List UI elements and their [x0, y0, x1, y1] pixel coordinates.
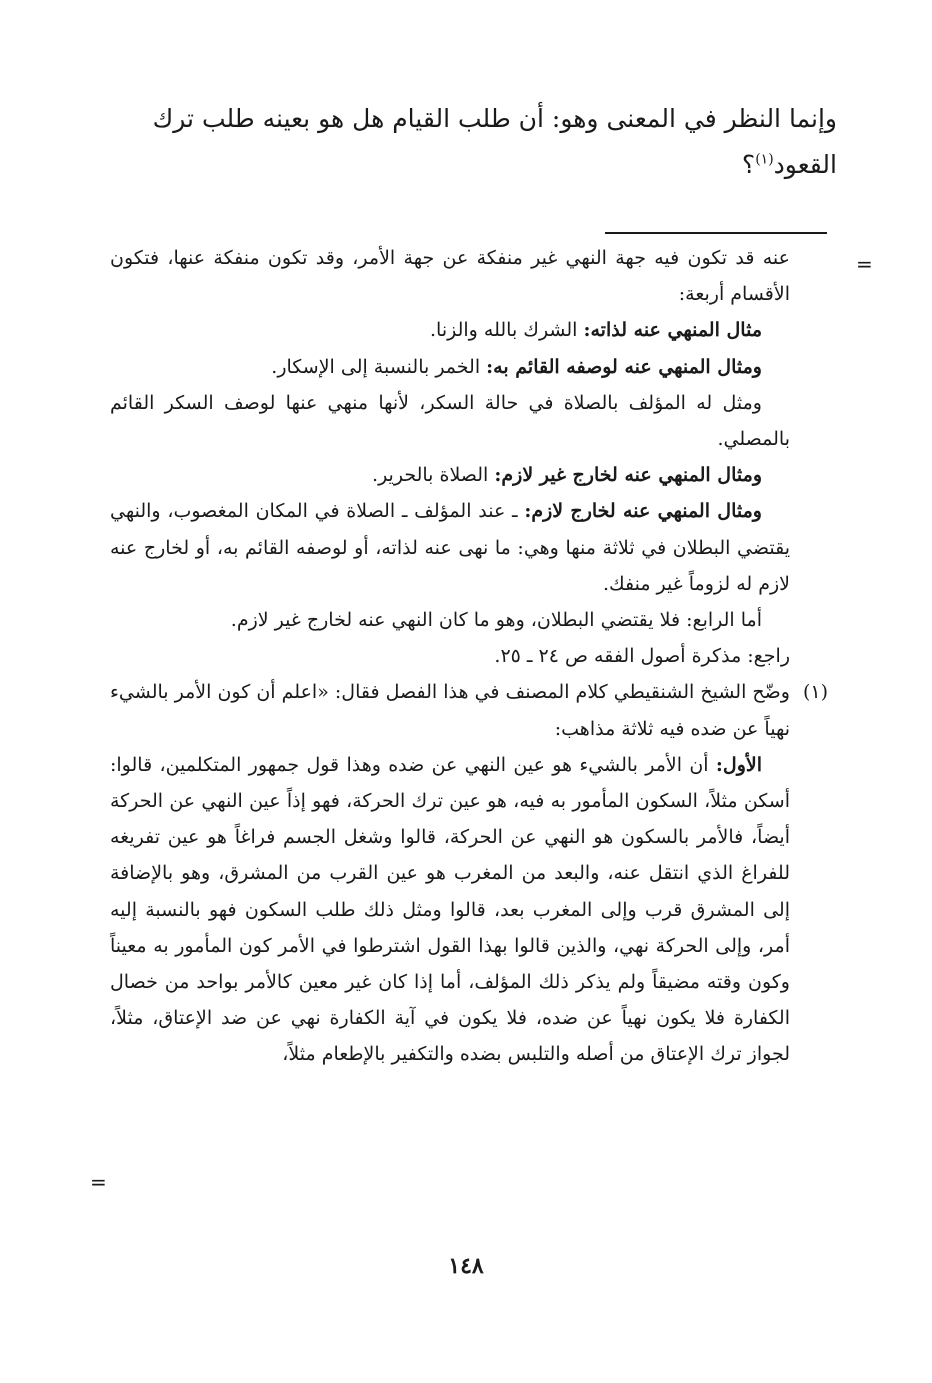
main-text-line-2 — [107, 142, 837, 188]
main-text-block — [107, 96, 837, 188]
footnote-paragraph-3 — [110, 349, 790, 385]
footnotes-section — [110, 240, 828, 1073]
bold-term: ومثال المنهي عنه لوصفه القائم به: — [486, 355, 762, 378]
paragraph-text: الشرك بالله والزنا. — [430, 319, 584, 342]
footnote-paragraph-1: عنه قد تكون فيه جهة النهي غير منفكة عن جهة الأمر، وقد تكون منفكة عنها، فتكون الأقسام أربعة: — [110, 247, 790, 306]
footnote-paragraph-5 — [110, 457, 790, 493]
footnote-reference[interactable]: (١) — [755, 151, 774, 168]
paragraph-text: ـ عند المؤلف ـ الصلاة في المكان المغصوب، والنهي يقتضي البطلان في ثلاثة منها وهي: ما نهى عنه لذاته، أو لوصفه القائم به، أو لخارج عنه لازم له لزوماً غير منفك. — [110, 500, 790, 595]
footnote-paragraph-8: راجع: مذكرة أصول الفقه ص ٢٤ ـ ٢٥. — [494, 645, 790, 668]
bold-term: ومثال المنهي عنه لخارج غير لازم: — [494, 464, 762, 487]
bold-term: مثال المنهي عنه لذاته: — [583, 319, 762, 342]
footnote-paragraph-2 — [110, 312, 790, 348]
footnote-paragraph-6 — [110, 493, 790, 602]
paragraph-text: الخمر بالنسبة إلى الإسكار. — [271, 355, 487, 378]
continuation-mark-top: = — [856, 252, 873, 276]
main-text-word: القعود — [773, 150, 837, 179]
footnote-paragraph-7: أما الرابع: فلا يقتضي البطلان، وهو ما كان النهي عنه لخارج غير لازم. — [230, 609, 762, 632]
paragraph-text: الصلاة بالحرير. — [372, 464, 495, 487]
bold-term: ومثال المنهي عنه لخارج لازم: — [524, 500, 762, 523]
footnote-1 — [110, 674, 828, 1072]
footnote-1-first-opinion — [110, 747, 790, 1073]
footnote-1-intro: وضّح الشيخ الشنقيطي كلام المصنف في هذا الفصل فقال: «اعلم أن كون الأمر بالشيء نهياً عن ضده فيه ثلاثة مذاهب: — [110, 681, 790, 740]
footnote-separator-rule — [605, 232, 827, 234]
bold-term: الأول: — [715, 753, 762, 776]
footnote-number: (١) — [802, 681, 828, 704]
main-text-line-1: وإنما النظر في المعنى وهو: أن طلب القيام هل هو بعينه طلب ترك — [152, 104, 837, 133]
footnote-paragraph-4: ومثل له المؤلف بالصلاة في حالة السكر، لأنها منهي عنها لوصف السكر القائم بالمصلي. — [110, 391, 790, 451]
page-number: ١٤٨ — [448, 1253, 484, 1279]
continuation-mark-bottom: = — [90, 1170, 107, 1194]
question-mark: ؟ — [741, 150, 756, 179]
paragraph-text: أن الأمر بالشيء هو عين النهي عن ضده وهذا قول جمهور المتكلمين، قالوا: أسكن مثلاً، السكون المأمور به فيه، هو عين ترك الحركة، فهو إذاً عين النهي عن الحركة أيضاً، فالأمر بالسكون هو النهي عن الحركة، قالوا وشغل الجسم فراغاً هو عين تفريغه للفراغ الذي انتقل عنه، والبعد من المغرب هو عين القرب من المشرق، وهو بالإضافة إلى المشرق قرب وإلى المغرب بعد، قالوا ومثل ذلك طلب السكون فهو بالنسبة إليه أمر، وإلى الحركة نهي، والذين قالوا بهذا القول اشترطوا في الأمر كون المأمور به معيناً وكون وقته مضيقاً ولم يذكر ذلك المؤلف، أما إذا كان غير معين كالأمر بواحد من خصال الكفارة فلا يكون نهياً عن ضده، فلا يكون في آية الكفارة نهي عن ضد الإعتاق، مثلاً، لجواز ترك الإعتاق من أصله والتلبس بضده والتكفير بالإطعام مثلاً، — [110, 753, 790, 1066]
